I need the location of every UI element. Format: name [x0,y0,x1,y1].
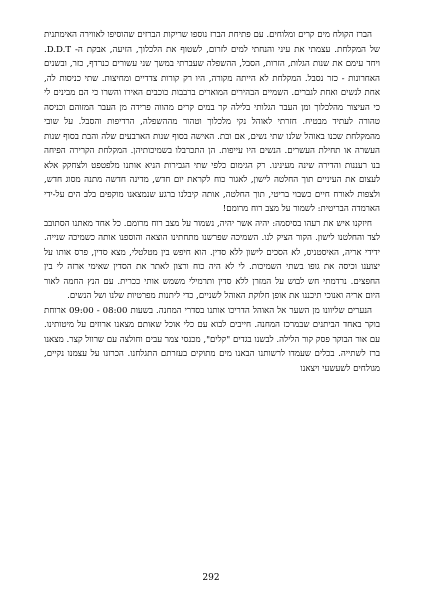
paragraph-1: הברז הקולח מים קרים ומלוחים. עם פתיחת הברז נוספו שריקות הברזים שהוסיפו לאווירה האימתנית של המקלחת. עצמתי את עיני והנחתי למים לזרום, לשטוף את הלכלוך, הזיעה, אבקת ה- D.D.T. ויחד עימם את שנות הגלות, הזרות, הסבל, ההשפלה שעברתי במשך שני עשורים כנרדף, כזר, ובשנים האחרונות - כזר נסבל. המקלחת לא הייתה מקורה, היו רק קורות צדדיים ומחיצות. שתי כניסות לה, אחת לנשים ואחת לגברים. השמיים הבהירים המוארים ברבבות כוכבים האירו והשרו כי הם מבינים לי כי העיצור מהלכלוך ומן העבר הגלותי בלילה קר במים קרים מהווה פרידה מן העבר המזוהם וכניסה טהורה לעתיד מבטיח. חזרתי לאוהל נקי מלכלוך וטהור מההשפלה, הרדיפות והסבל. על שובי מהמקלחת שכנו באוהל שלנו שתי נשים, אם ובת. האישה בסוף שנות הארבעים שלה והבת בסוף שנות העשרה או תחילת העשרים. הנשים היו עייפות. הן התכרבלו בשמיכותיהן. המקלחת הקרירה הפיחה בנו רעננות והדירה שינה מעינינו. רק הגימום כלפי שתי הגבירות הניא אותנו מלפטפט ולצחקק אלא לעצום את העיניים תוך החלטה לישון, לאגור כוח לקראת יום חדש, מדינה חדשה מתנה מסוג חדש, ולצפות לאורח חיים כשבוי בריטי, תוך החלטה, אותה קיבלנו ברגע שנמצאנו מוקפים בלב הים על-ידי הארמדה הבריטית: לשמור על מצב רוח מרומם! [44,30,380,214]
paragraph-3: הנערים שליוונו מן השער אל האוהל הדריכו אותנו בסדרי המחנה. בשעות 08:00 - 09:00 ארוחת בוקר באחד הביתנים שבמרכז המחנה. חייבים לבוא עם כלי אוכל שאותם מצאנו ארוזים על מיטותינו. עם אור הבוקר פסק קור הלילה. לבשנו בגדים "קלים", מכנסי צמר עבים וחולצה עם שרוול קצר. מצאנו ברז לשתייה. בכלים שעמדו לרשותנו הבאנו מים מתוקים בעזרתם התגלחנו. הכרזנו על עצמנו נקיים, מגולחים לשעשעי ויצאנו [44,305,380,374]
body-text [44,28,380,376]
paragraph-2: חיזקנו איש את רעהו בסיסמה: יהיה אשר יהיה, נשמור על מצב רוח מרומם. כל אחד מאתנו הסתובב לצד והחלטנו לישון. הקור הציק לנו. השמיכה שפרשנו מתחתינו הוצאה והוספנו אותה כשמיכה שנייה. ידידי אריה, האיסטניס, לא הסכים לישון ללא סדין. הוא חיפש בין מטלטלי, מצא סדין, פרס אותו על יצוענו וכיסה את גופו בשתי השמיכות. לי לא היה כוח ורצון לאתר את הסדין שאימי ארזה לי בין החפצים. נרדמתי חש לבוש על המזרן ללא סדין ותרמילי משמש אותי ככרית. עם הנץ החמה לאור היום אריה ואנוכי תיכננו את אופן חלוקת האוהל לשניים, כדי ליתנות מפרטיות שלנו ושל הנשים. [44,218,380,301]
page-number: 292 [202,573,220,583]
